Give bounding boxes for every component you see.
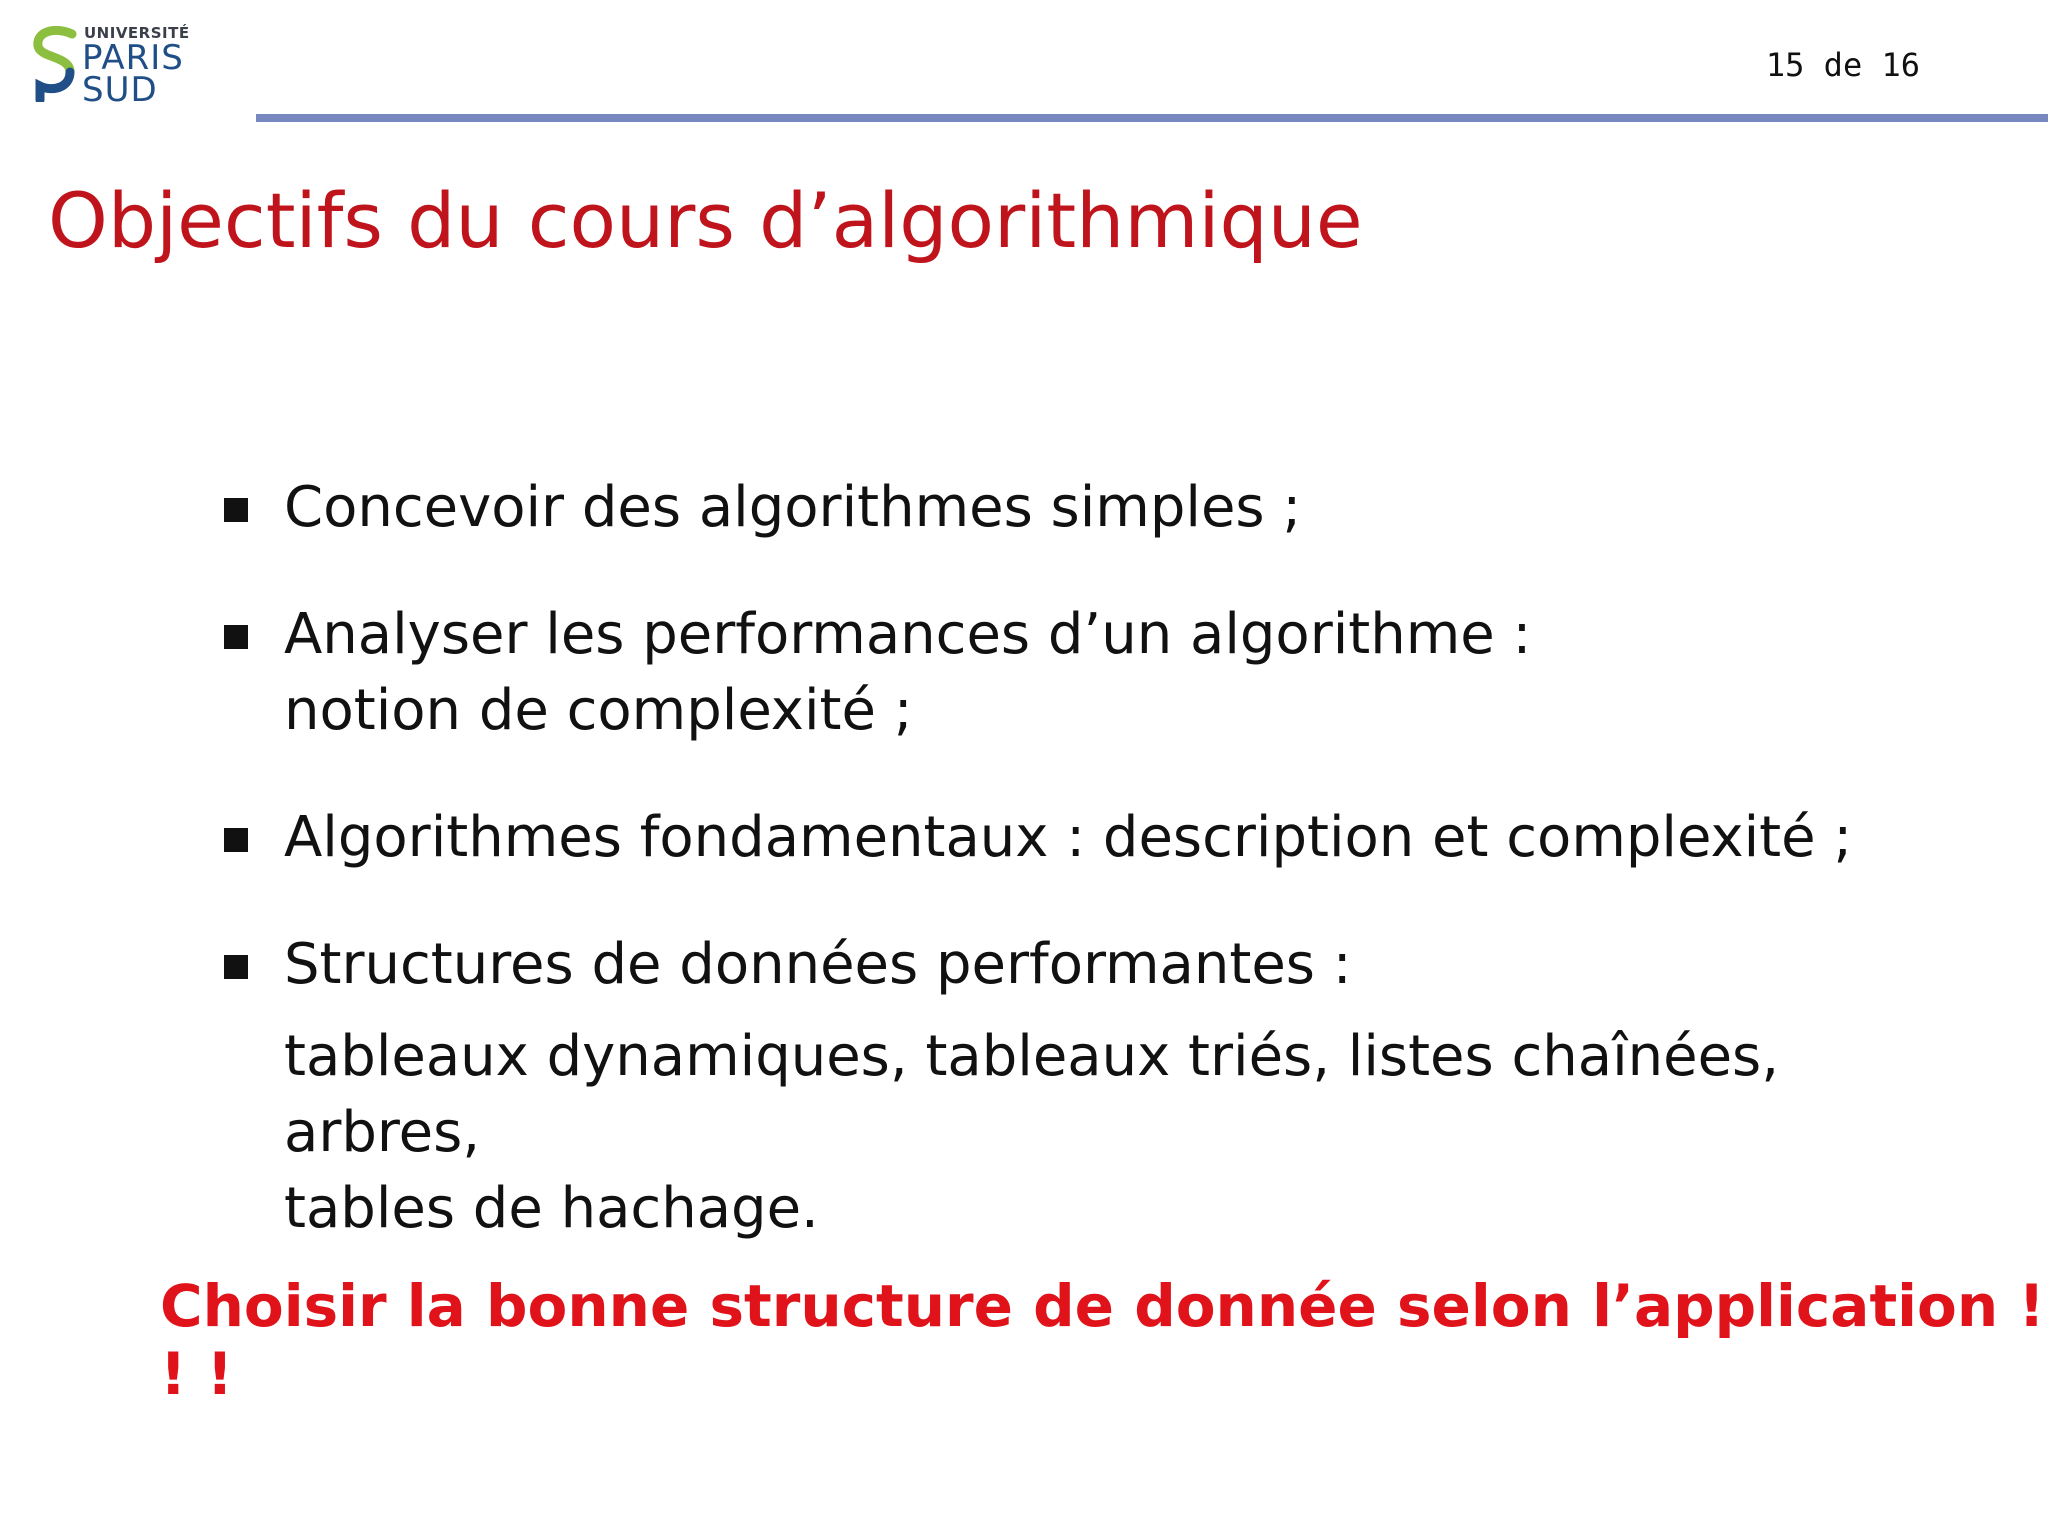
list-item-text: Concevoir des algorithmes simples ; <box>284 475 1302 540</box>
list-item <box>222 927 1922 1247</box>
logo-text-sud: SUD <box>82 70 158 110</box>
square-bullet-icon <box>224 625 248 649</box>
objectives-list <box>222 470 1922 1298</box>
list-item-text: Structures de données performantes : <box>284 932 1352 997</box>
list-item-text: notion de complexité ; <box>284 678 913 743</box>
university-logo <box>32 22 192 110</box>
list-item <box>222 597 1922 749</box>
list-item-text: tables de hachage. <box>284 1176 819 1241</box>
list-item <box>222 470 1922 546</box>
square-bullet-icon <box>224 955 248 979</box>
list-item-text: tableaux dynamiques, tableaux triés, listes chaînées, arbres, <box>284 1024 1780 1165</box>
logo-s-mark-icon <box>32 26 78 102</box>
square-bullet-icon <box>224 498 248 522</box>
logo-text-paris: PARIS <box>82 38 184 78</box>
conclusion-text: Choisir la bonne structure de donnée selon l’application ! ! ! <box>160 1272 2045 1408</box>
list-item <box>222 800 1922 876</box>
page-number: 15 de 16 <box>1765 46 1920 84</box>
list-item-text: Analyser les performances d’un algorithme : <box>284 602 1532 667</box>
header-divider <box>256 114 2048 122</box>
slide-title: Objectifs du cours d’algorithmique <box>48 176 1363 265</box>
square-bullet-icon <box>224 828 248 852</box>
logo-text-universite: UNIVERSITÉ <box>84 24 190 42</box>
list-item-text: Algorithmes fondamentaux : description et complexité ; <box>284 805 1853 870</box>
